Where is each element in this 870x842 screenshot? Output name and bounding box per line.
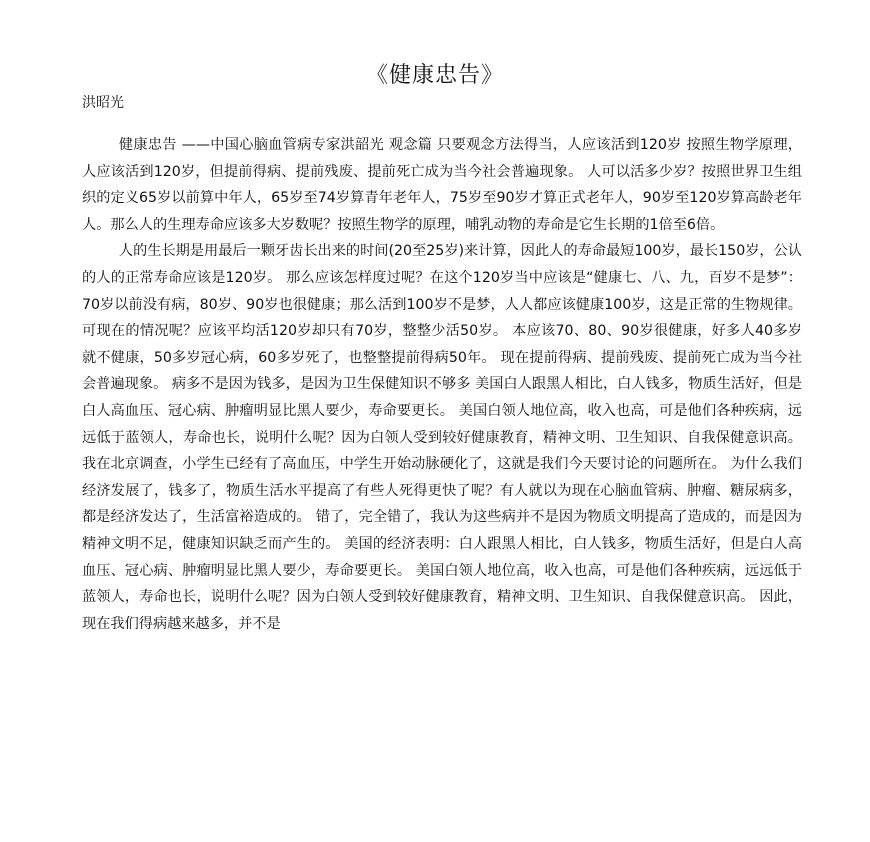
document-author: 洪昭光 bbox=[82, 95, 124, 111]
document-body bbox=[82, 132, 802, 637]
body-paragraph-1: 健康忠告 ——中国心脑血管病专家洪韶光 观念篇 只要观念方法得当，人应该活到120岁 按照生物学原理，人应该活到120岁，但提前得病、提前残废、提前死亡成为当今社会普遍现象。 人可以活多少岁？按照世界卫生组织的定义65岁以前算中年人，65岁至74岁算青年老年人，75岁至90岁才算正式老年人，90岁至120岁算高龄老年人。那么人的生理寿命应该多大岁数呢？按照生物学的原理，哺乳动物的寿命是它生长期的1倍至6倍。 bbox=[82, 137, 802, 233]
document-title: 《健康忠告》 bbox=[365, 63, 504, 88]
body-paragraph-2: 人的生长期是用最后一颗牙齿长出来的时间(20至25岁)来计算，因此人的寿命最短100岁，最长150岁，公认的人的正常寿命应该是120岁。 那么应该怎样度过呢？在这个120岁当中应该是“健康七、八、九，百岁不是梦”：70岁以前没有病，80岁、90岁也很健康；那么活到100岁不是梦，人人都应该健康100岁，这是正常的生物规律。 可现在的情况呢？应该平均活120岁却只有70岁，整整少活50岁。 本应该70、80、90岁很健康，好多人40多岁就不健康，50多岁冠心病，60多岁死了，也整整提前得病50年。 现在提前得病、提前残废、提前死亡成为当今社会普遍现象。 病多不是因为钱多，是因为卫生保健知识不够多 美国白人跟黑人相比，白人钱多，物质生活好，但是白人高血压、冠心病、肿瘤明显比黑人要少，寿命要更长。 美国白领人地位高，收入也高，可是他们各种疾病，远远低于蓝领人，寿命也长，说明什么呢？因为白领人受到较好健康教育，精神文明、卫生知识、自我保健意识高。 我在北京调查，小学生已经有了高血压，中学生开始动脉硬化了，这就是我们今天要讨论的问题所在。 为什么我们经济发展了，钱多了，物质生活水平提高了有些人死得更快了呢？有人就以为现在心脑血管病、肿瘤、糖尿病多，都是经济发达了，生活富裕造成的。 错了，完全错了，我认为这些病并不是因为物质文明提高了造成的，而是因为精神文明不足，健康知识缺乏而产生的。 美国的经济表明：白人跟黑人相比，白人钱多，物质生活好，但是白人高血压、冠心病、肿瘤明显比黑人要少，寿命要更长。 美国白领人地位高，收入也高，可是他们各种疾病，远远低于蓝领人，寿命也长，说明什么呢？因为白领人受到较好健康教育，精神文明、卫生知识、自我保健意识高。 因此，现在我们得病越来越多，并不是 bbox=[82, 243, 802, 632]
